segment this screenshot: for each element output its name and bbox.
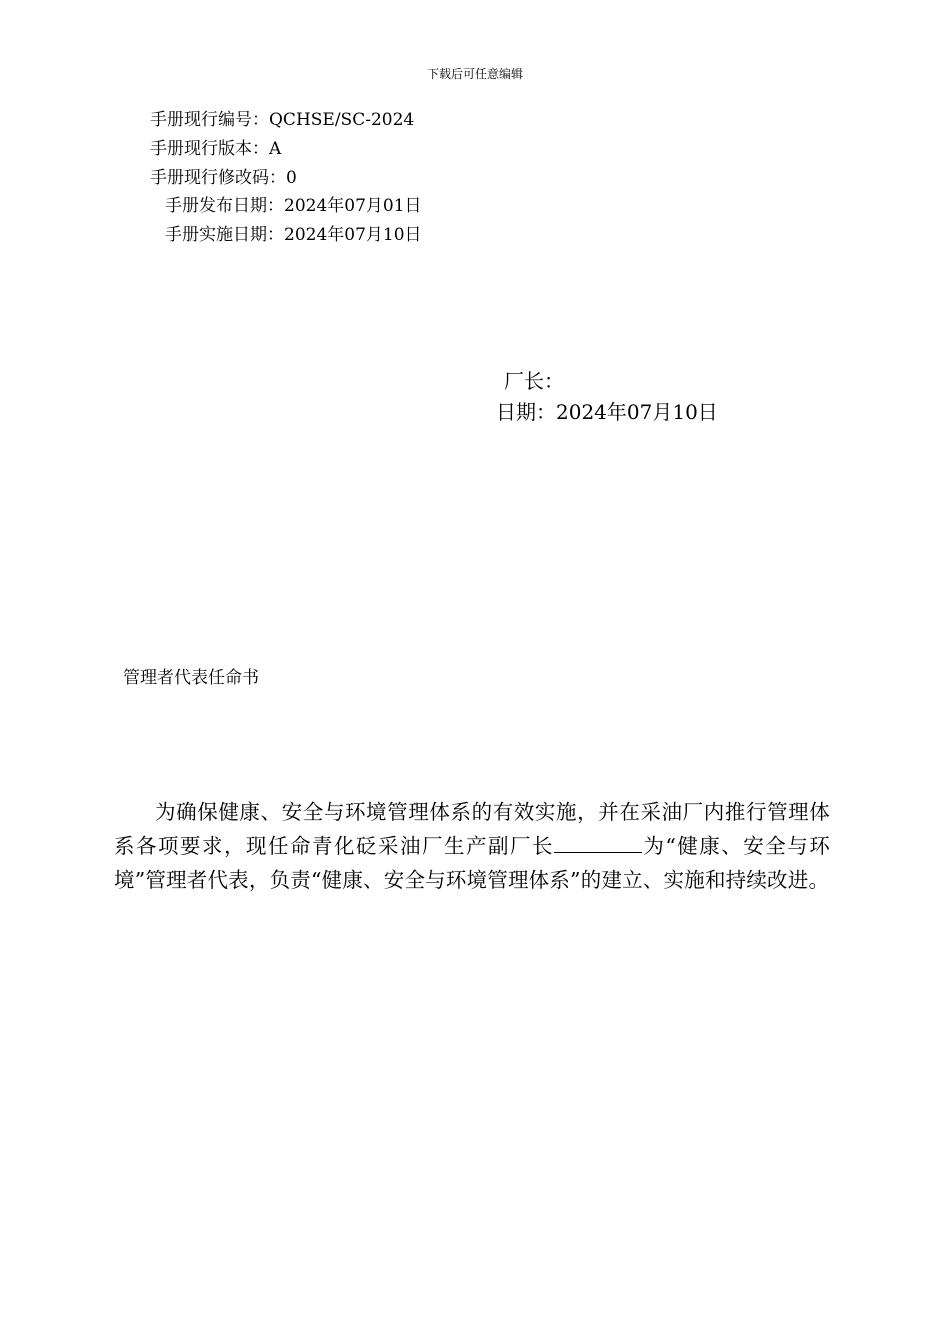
manual-version: 手册现行版本：A: [150, 139, 282, 159]
manual-effective-date: 手册实施日期：2024年07月10日: [165, 225, 422, 245]
document-title: 管理者代表任命书: [123, 668, 259, 688]
manual-revision: 手册现行修改码：0: [150, 168, 297, 188]
paragraph-text-end: 为“健康、安全与环境”管理者代表，负责“健康、安全与环境管理体系”的建立、实施和持续改进。: [114, 834, 831, 892]
header-note: 下载后可任意编辑: [426, 67, 523, 81]
appointment-paragraph: [114, 795, 830, 897]
paragraph-text-start: 为确保健康、安全与环境管理体系的有效实施，并在采油厂内推行管理体系各项要求，现任命青化砭采油厂生产副厂长: [114, 800, 830, 858]
signature-date: 日期：2024年07月10日: [496, 400, 718, 424]
manual-release-date: 手册发布日期：2024年07月01日: [165, 196, 422, 216]
director-label: 厂长：: [504, 369, 564, 393]
name-blank-line: [554, 832, 642, 853]
manual-code: 手册现行编号：QCHSE/SC-2024: [150, 110, 415, 130]
